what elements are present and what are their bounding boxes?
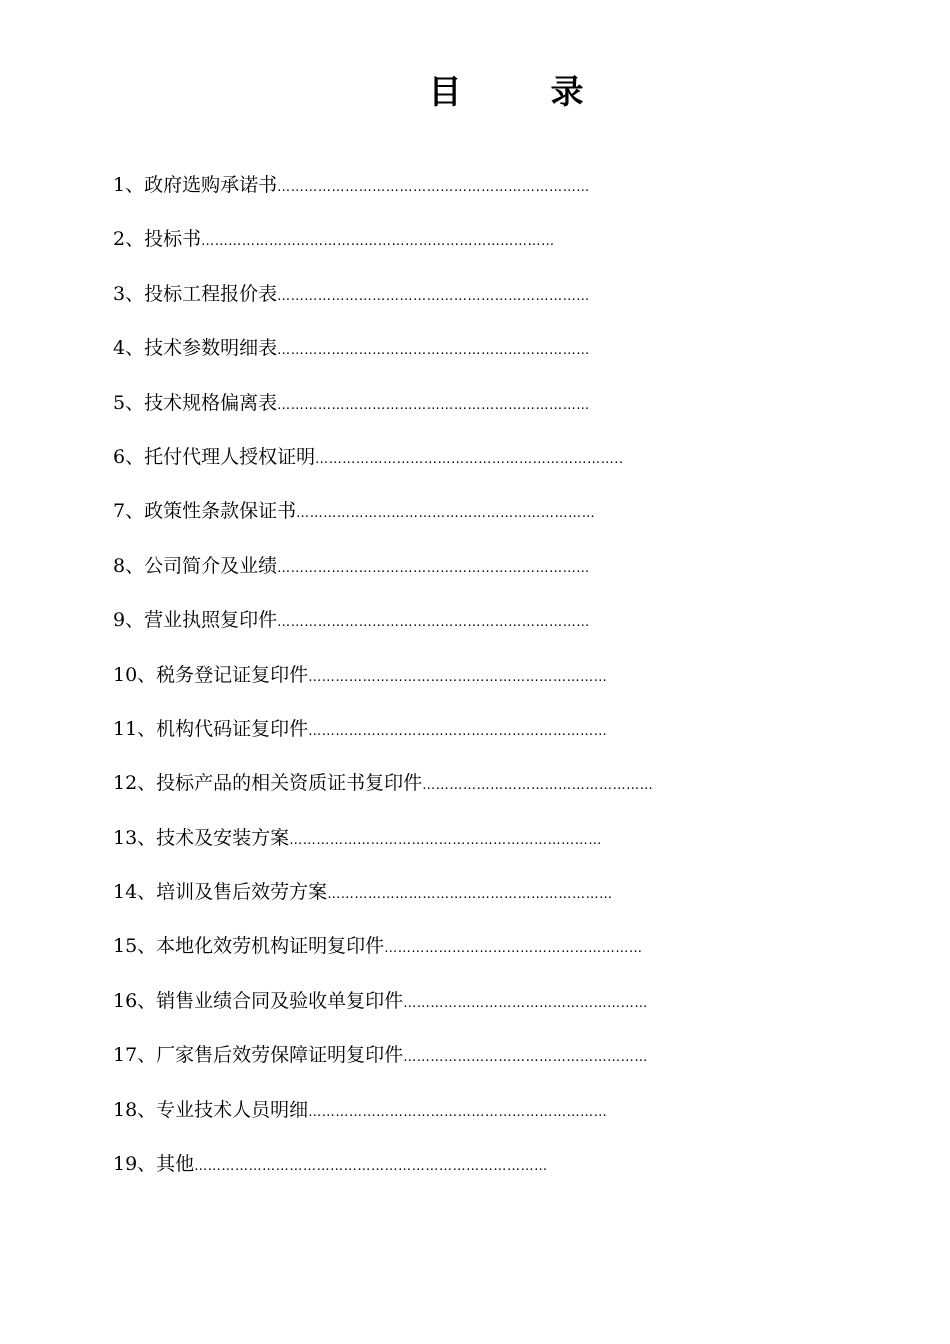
- toc-entry-label: 2、投标书: [113, 228, 202, 251]
- toc-entry-label: 13、技术及安装方案: [113, 826, 290, 849]
- toc-entry-label: 4、技术参数明细表: [113, 337, 278, 360]
- toc-entry-leader: ……………………………………………………………………: [201, 234, 555, 250]
- toc-entry-label: 15、本地化效劳机构证明复印件: [113, 935, 385, 958]
- toc-entry-label: 12、投标产品的相关资质证书复印件: [113, 772, 423, 795]
- toc-entry: [113, 927, 803, 981]
- toc-entry-label: 3、投标工程报价表: [113, 282, 278, 305]
- toc-entry-leader: ………………………………………………: [403, 995, 648, 1011]
- toc-entry: [113, 873, 803, 927]
- toc-entry-leader: ………………………………………………: [403, 1050, 648, 1066]
- toc-entry: [113, 547, 793, 601]
- toc-entry-leader: ……………………………………………………………: [277, 343, 590, 359]
- toc-entry: [113, 275, 793, 329]
- toc-entry: [113, 1091, 803, 1145]
- toc-entry-leader: ……………………………………………………………: [277, 397, 590, 413]
- toc-entry-label: 10、税务登记证复印件: [113, 663, 309, 686]
- toc-entry-label: 6、托付代理人授权证明: [113, 445, 316, 468]
- toc-entry-label: 9、营业执照复印件: [113, 609, 278, 632]
- toc-entry: [113, 819, 803, 873]
- toc-entry-leader: ……………………………………………………………: [277, 560, 590, 576]
- toc-entry: [113, 384, 793, 438]
- toc-entry-label: 5、技术规格偏离表: [113, 391, 278, 414]
- toc-entry-leader: ……………………………………………………………: [277, 615, 590, 631]
- toc-entry-leader: …………………………………………………………: [308, 1104, 608, 1120]
- toc-entry: [113, 492, 793, 546]
- toc-entry-leader: ……………………………………………………………: [277, 288, 590, 304]
- toc-entry: [113, 220, 793, 274]
- toc-entry-leader: ……………………………………………: [422, 778, 654, 794]
- toc-entry: [113, 710, 803, 764]
- toc-entry-leader: ………………………………………………………: [327, 887, 613, 903]
- toc-entry-leader: …………………………………………………………: [308, 669, 608, 685]
- toc-entry-label: 16、销售业绩合同及验收单复印件: [113, 989, 404, 1012]
- toc-entry-label: 11、机构代码证复印件: [113, 717, 309, 740]
- toc-entry: [113, 601, 793, 655]
- toc-entry-leader: …………………………………………………………: [308, 723, 608, 739]
- toc-entry: [113, 982, 803, 1036]
- toc-entry: [113, 764, 803, 818]
- toc-entry-label: 18、专业技术人员明细: [113, 1098, 309, 1121]
- toc-entry: [113, 166, 793, 220]
- toc-entry-label: 17、厂家售后效劳保障证明复印件: [113, 1044, 404, 1067]
- toc-entry-label: 1、政府选购承诺书: [113, 174, 278, 196]
- toc-entry-leader: …………………………………………………………: [296, 506, 596, 522]
- toc-entry: [113, 1036, 803, 1090]
- toc-entry-label: 7、政策性条款保证书: [113, 500, 297, 523]
- toc-entry-label: 19、其他: [113, 1153, 195, 1176]
- toc-entry: [113, 438, 816, 492]
- page-title: 目 录: [428, 72, 612, 111]
- toc-entry-leader: …………………………………………………………..: [315, 451, 624, 467]
- toc-entry: [113, 656, 803, 710]
- toc-entry: [113, 1145, 803, 1199]
- toc-entry-leader: …………………………………………………: [384, 941, 643, 957]
- toc-entry-label: 14、培训及售后效劳方案: [113, 881, 328, 904]
- toc-entry: [113, 329, 793, 383]
- toc-entry-label: 8、公司简介及业绩: [113, 554, 278, 577]
- toc-entry-leader: ……………………………………………………………: [289, 832, 602, 848]
- toc-entry-leader: ……………………………………………………………………: [194, 1159, 548, 1175]
- toc-entry-leader: ……………………………………………………………: [277, 180, 590, 195]
- table-of-contents: [113, 166, 816, 1199]
